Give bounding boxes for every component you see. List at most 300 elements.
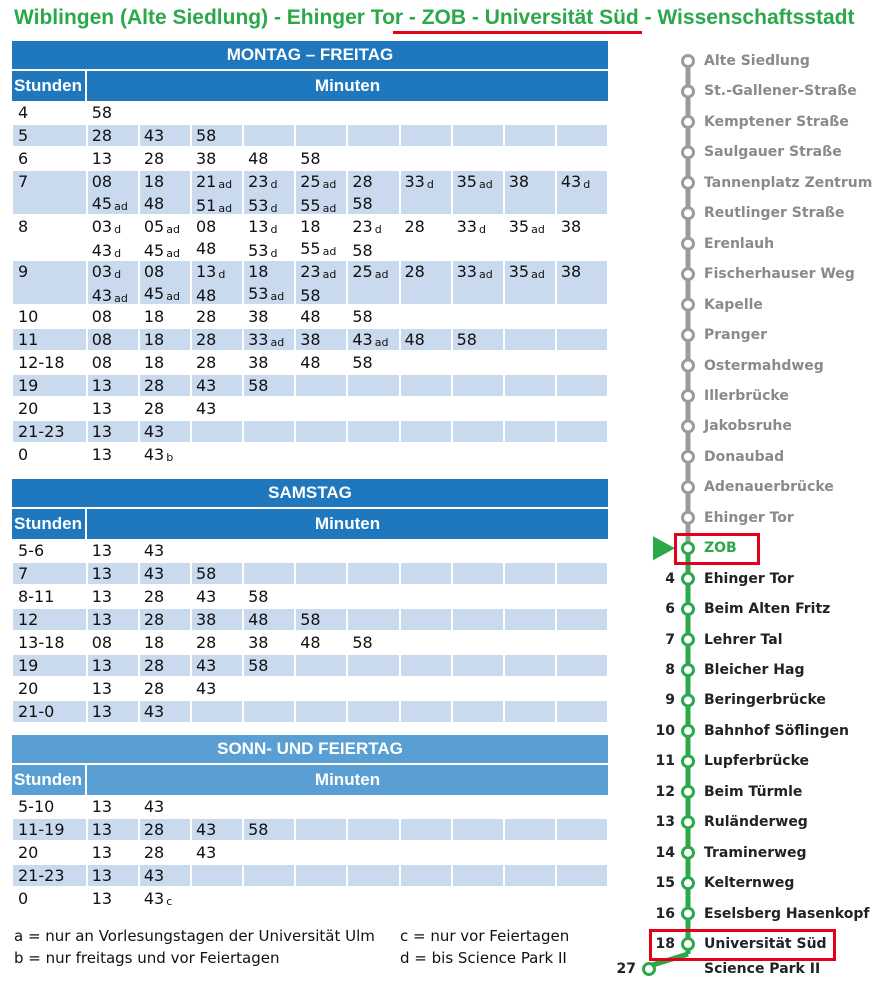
minute-cell <box>295 677 347 700</box>
minute-cell <box>452 305 504 328</box>
minute-cell <box>400 260 452 305</box>
minute-cell <box>504 374 556 397</box>
minute-cell <box>400 608 452 631</box>
stop-travel-minutes: 9 <box>665 692 675 709</box>
departure-minute: 08 <box>91 172 113 191</box>
legend <box>14 925 614 969</box>
minute-cell <box>400 328 452 351</box>
timetable-body <box>12 539 608 723</box>
minute-cell <box>452 677 504 700</box>
table-row <box>12 539 608 562</box>
minute-cell <box>452 795 504 818</box>
departure-minute: 58 <box>352 307 373 326</box>
stop-name: Erenlauh <box>704 235 775 252</box>
departure-minute: 43 <box>196 376 217 395</box>
footnote-marker: ad <box>166 290 180 303</box>
table-row <box>12 585 608 608</box>
departure-minute: 48 <box>300 307 321 326</box>
minute-cell <box>243 864 295 887</box>
minute-cell <box>243 328 295 351</box>
stop-marker <box>683 482 694 493</box>
minute-cell <box>556 351 608 374</box>
minute-cell <box>191 795 243 818</box>
departure-minute: 28 <box>196 353 217 372</box>
minute-cell <box>243 539 295 562</box>
departure-minute: 48 <box>196 239 217 258</box>
minute-cell <box>556 585 608 608</box>
minute-cell <box>347 539 399 562</box>
minute-cell <box>452 631 504 654</box>
table-row <box>12 351 608 374</box>
minute-cell <box>347 795 399 818</box>
stop-name: Bahnhof Söflingen <box>704 722 849 739</box>
departure-minute: 48 <box>248 149 269 168</box>
stop-marker <box>683 847 694 858</box>
footnote-marker: ad <box>166 223 180 236</box>
minute-cell <box>295 841 347 864</box>
minute-cell <box>347 562 399 585</box>
minute-cell <box>87 170 139 215</box>
minute-cell <box>191 420 243 443</box>
stop-marker <box>683 512 694 523</box>
stop-marker <box>683 695 694 706</box>
minute-cell <box>400 215 452 260</box>
minute-cell <box>556 397 608 420</box>
departure-minute: 28 <box>143 587 165 606</box>
minute-cell <box>504 700 556 723</box>
stop-name: Kapelle <box>704 296 763 313</box>
minute-cell <box>347 887 399 910</box>
minute-cell <box>191 170 243 215</box>
minute-cell <box>400 585 452 608</box>
minute-cell <box>452 374 504 397</box>
stop-travel-minutes: 15 <box>655 875 675 892</box>
minute-cell <box>347 260 399 305</box>
hour-cell: 5-10 <box>12 795 87 818</box>
departure-minute: 58 <box>91 103 113 122</box>
departure-minute: 08 <box>196 217 217 236</box>
minutes-header: Minuten <box>87 509 608 539</box>
departure-minute: 58 <box>196 126 217 145</box>
minute-cell <box>295 631 347 654</box>
footnote-marker: d <box>114 247 122 260</box>
footnote-marker: ad <box>114 292 128 305</box>
stop-name: Ruländerweg <box>704 814 808 831</box>
minute-cell <box>504 170 556 215</box>
minute-cell <box>452 841 504 864</box>
stop-marker <box>683 86 694 97</box>
minute-cell <box>243 677 295 700</box>
hour-cell: 12 <box>12 608 87 631</box>
table-row <box>12 864 608 887</box>
minute-cell <box>452 215 504 260</box>
minute-cell <box>452 864 504 887</box>
departure-minute: 13 <box>91 541 113 560</box>
minute-cell <box>139 887 191 910</box>
minute-cell <box>295 101 347 124</box>
legend-a: a = nur an Vorlesungstagen der Universität Ulm <box>14 927 375 945</box>
minute-cell <box>295 397 347 420</box>
footnote-marker: ad <box>114 200 128 213</box>
stop-name: Bleicher Hag <box>704 662 805 678</box>
stop-marker <box>683 269 694 280</box>
stop-name: Pranger <box>704 327 767 344</box>
minute-cell <box>400 700 452 723</box>
minute-cell <box>347 101 399 124</box>
minute-cell <box>347 124 399 147</box>
minute-cell <box>295 374 347 397</box>
hour-cell: 9 <box>12 260 87 305</box>
title-highlight: ZOB - Universität Süd - <box>421 6 658 29</box>
minute-cell <box>191 841 243 864</box>
table-row <box>12 654 608 677</box>
minute-cell <box>243 608 295 631</box>
table-row <box>12 631 608 654</box>
table-row <box>12 101 608 124</box>
stop-marker <box>683 147 694 158</box>
column-header <box>12 509 608 539</box>
hour-cell: 8 <box>12 215 87 260</box>
table-row <box>12 374 608 397</box>
minute-cell <box>243 305 295 328</box>
minute-cell <box>191 397 243 420</box>
minute-cell <box>295 585 347 608</box>
hour-cell: 11-19 <box>12 818 87 841</box>
stop-marker <box>683 786 694 797</box>
minute-cell <box>295 539 347 562</box>
minute-cell <box>87 887 139 910</box>
hour-cell: 20 <box>12 397 87 420</box>
footnote-marker: d <box>270 178 278 191</box>
hour-cell: 4 <box>12 101 87 124</box>
departure-minute: 33 $_{ad}$ <box>456 262 493 281</box>
minute-cell <box>191 305 243 328</box>
departure-minute: 25 $_{ad}$ <box>352 262 389 281</box>
minute-cell <box>400 887 452 910</box>
minute-cell <box>347 170 399 215</box>
stop-travel-minutes: 6 <box>665 601 675 618</box>
minute-cell <box>191 147 243 170</box>
minute-cell <box>87 147 139 170</box>
minute-cell <box>556 539 608 562</box>
stop-name: Jakobsruhe <box>704 418 792 435</box>
stop-name: Alte Siedlung <box>704 53 810 69</box>
departure-minute: 58 <box>248 656 269 675</box>
departure-minute: 35 $_{ad}$ <box>508 262 545 281</box>
stop-name: Donaubad <box>704 448 785 465</box>
minute-cell <box>139 818 191 841</box>
departure-minute: 28 <box>196 330 217 349</box>
departure-minute: 55 $_{ad}$ <box>300 196 337 215</box>
minute-cell <box>87 654 139 677</box>
minute-cell <box>295 124 347 147</box>
departure-minute: 48 <box>300 353 321 372</box>
departure-minute: 28 <box>404 262 425 281</box>
departure-minute: 45 $_{ad}$ <box>143 284 180 303</box>
minute-cell <box>504 101 556 124</box>
minute-cell <box>139 443 191 466</box>
minute-cell <box>87 631 139 654</box>
stop-name: Kelternweg <box>704 875 795 892</box>
minute-cell <box>400 654 452 677</box>
minute-cell <box>556 374 608 397</box>
stop-name: ZOB <box>704 540 737 557</box>
minutes-header: Minuten <box>87 765 608 795</box>
departure-minute: 18 <box>143 633 165 652</box>
minute-cell <box>87 608 139 631</box>
stop-name: Reutlinger Straße <box>704 205 845 222</box>
stop-marker <box>683 665 694 676</box>
minute-cell <box>347 841 399 864</box>
stop-travel-minutes: 11 <box>655 753 675 770</box>
hours-header: Stunden <box>12 71 85 101</box>
departure-minute: 18 <box>143 172 165 191</box>
departure-minute: 23 $_d$ <box>248 172 278 191</box>
minute-cell <box>243 374 295 397</box>
minute-cell <box>400 631 452 654</box>
stop-travel-minutes: 8 <box>665 662 675 678</box>
minute-cell <box>243 170 295 215</box>
minute-cell <box>243 700 295 723</box>
minute-cell <box>243 443 295 466</box>
departure-minute: 58 <box>300 610 321 629</box>
departure-minute: 28 <box>196 307 217 326</box>
minute-cell <box>347 215 399 260</box>
footnote-marker: c <box>166 895 173 908</box>
minute-cell <box>400 443 452 466</box>
hours-header: Stunden <box>12 765 85 795</box>
stop-marker <box>683 878 694 889</box>
stop-marker <box>683 390 694 401</box>
minute-cell <box>347 631 399 654</box>
minute-cell <box>295 443 347 466</box>
departure-minute: 38 <box>248 633 269 652</box>
minute-cell <box>191 124 243 147</box>
minute-cell <box>243 351 295 374</box>
minute-cell <box>87 443 139 466</box>
departure-minute: 28 <box>352 172 373 191</box>
minute-cell <box>556 215 608 260</box>
minute-cell <box>243 124 295 147</box>
minute-cell <box>295 562 347 585</box>
departure-minute: 13 <box>91 843 113 862</box>
timetable-saturday <box>12 479 608 723</box>
footnote-marker: d <box>583 178 591 191</box>
footnote-marker: d <box>270 247 278 260</box>
footnote-marker: d <box>270 202 278 215</box>
departure-minute: 43 <box>196 656 217 675</box>
minute-cell <box>556 420 608 443</box>
minute-cell <box>139 215 191 260</box>
minute-cell <box>400 841 452 864</box>
minute-cell <box>191 608 243 631</box>
departure-minute: 13 <box>91 399 113 418</box>
departure-minute: 45 $_{ad}$ <box>143 241 180 260</box>
column-header <box>12 71 608 101</box>
minute-cell <box>139 677 191 700</box>
footnote-marker: b <box>166 451 174 464</box>
departure-minute: 18 <box>143 330 165 349</box>
minute-cell <box>504 443 556 466</box>
stop-travel-minutes: 14 <box>655 844 675 861</box>
footnote-marker: ad <box>166 247 180 260</box>
departure-minute: 28 <box>143 610 165 629</box>
minute-cell <box>139 305 191 328</box>
stop-name: Beim Türmle <box>704 783 803 800</box>
minute-cell <box>295 818 347 841</box>
stop-marker <box>683 330 694 341</box>
minute-cell <box>400 101 452 124</box>
minute-cell <box>87 818 139 841</box>
minute-cell <box>556 841 608 864</box>
legend-b: b = nur freitags und vor Feiertagen <box>14 949 280 967</box>
departure-minute: 43 $_{ad}$ <box>91 286 128 305</box>
departure-minute: 45 $_{ad}$ <box>91 194 128 213</box>
footnote-marker: d <box>426 178 434 191</box>
departure-minute: 28 <box>143 656 165 675</box>
minute-cell <box>243 585 295 608</box>
stop-marker <box>683 573 694 584</box>
stop-marker <box>644 964 655 975</box>
minute-cell <box>139 841 191 864</box>
minute-cell <box>243 654 295 677</box>
stop-marker <box>683 238 694 249</box>
minute-cell <box>243 397 295 420</box>
minute-cell <box>347 654 399 677</box>
table-row <box>12 260 608 305</box>
minute-cell <box>139 397 191 420</box>
departure-minute: 38 <box>248 307 269 326</box>
current-stop-highlight-box <box>674 533 760 565</box>
minute-cell <box>452 170 504 215</box>
minute-cell <box>191 887 243 910</box>
table-row <box>12 677 608 700</box>
minute-cell <box>295 654 347 677</box>
minute-cell <box>295 608 347 631</box>
departure-minute: 58 <box>352 353 373 372</box>
footnote-marker: ad <box>322 268 337 281</box>
minute-cell <box>400 351 452 374</box>
footnote-marker: ad <box>322 178 337 191</box>
hour-cell: 20 <box>12 841 87 864</box>
hour-cell: 19 <box>12 654 87 677</box>
stop-name: Illerbrücke <box>704 387 789 404</box>
table-row <box>12 443 608 466</box>
column-header <box>12 765 608 795</box>
stop-marker <box>683 908 694 919</box>
departure-minute: 53 $_d$ <box>248 241 278 260</box>
table-row <box>12 608 608 631</box>
departure-minute: 58 <box>456 330 477 349</box>
minute-cell <box>243 562 295 585</box>
minute-cell <box>504 539 556 562</box>
stop-travel-minutes: 16 <box>655 905 675 922</box>
departure-minute: 43 <box>196 587 217 606</box>
departure-minute: 08 <box>91 353 113 372</box>
departure-minute: 38 <box>560 217 582 236</box>
departure-minute: 58 <box>352 241 373 260</box>
minute-cell <box>400 795 452 818</box>
stop-name: Ehinger Tor <box>704 570 794 587</box>
minute-cell <box>139 585 191 608</box>
minute-cell <box>556 864 608 887</box>
departure-minute: 08 <box>91 633 113 652</box>
minute-cell <box>556 608 608 631</box>
departure-minute: 43 $_d$ <box>91 241 122 260</box>
minute-cell <box>191 101 243 124</box>
minute-cell <box>87 305 139 328</box>
departure-minute: 33 $_d$ <box>404 172 434 191</box>
departure-minute: 13 <box>91 422 113 441</box>
table-row <box>12 420 608 443</box>
hour-cell: 5-6 <box>12 539 87 562</box>
departure-minute: 58 <box>352 194 373 213</box>
minute-cell <box>191 443 243 466</box>
minute-cell <box>556 887 608 910</box>
departure-minute: 58 <box>300 149 321 168</box>
footnote-marker: ad <box>478 178 493 191</box>
minute-cell <box>452 700 504 723</box>
departure-minute: 48 <box>300 633 321 652</box>
title-highlight-underline <box>393 31 642 34</box>
departure-minute: 43 <box>143 564 165 583</box>
departure-minute: 33 $_d$ <box>456 217 486 236</box>
minute-cell <box>347 420 399 443</box>
departure-minute: 43 <box>143 797 165 816</box>
departure-minute: 35 $_{ad}$ <box>508 217 545 236</box>
minute-cell <box>556 101 608 124</box>
minute-cell <box>139 374 191 397</box>
minute-cell <box>452 328 504 351</box>
departure-minute: 48 <box>404 330 425 349</box>
stop-name: Beringerbrücke <box>704 692 826 709</box>
stop-marker <box>683 421 694 432</box>
stop-name: Kemptener Straße <box>704 113 849 130</box>
minute-cell <box>191 260 243 305</box>
departure-minute: 28 <box>143 843 165 862</box>
departure-minute: 13 $_d$ <box>248 217 278 236</box>
minute-cell <box>243 841 295 864</box>
minute-cell <box>87 841 139 864</box>
stop-marker <box>683 634 694 645</box>
minute-cell <box>400 147 452 170</box>
departure-minute: 53 $_{ad}$ <box>248 284 285 303</box>
minute-cell <box>139 562 191 585</box>
departure-minute: 43 $_{ad}$ <box>352 330 389 349</box>
departure-minute: 28 <box>196 633 217 652</box>
departure-minute: 13 <box>91 679 113 698</box>
hour-cell: 8-11 <box>12 585 87 608</box>
departure-minute: 13 <box>91 149 113 168</box>
departure-minute: 18 <box>143 307 165 326</box>
table-row <box>12 170 608 215</box>
minute-cell <box>556 795 608 818</box>
stop-travel-minutes: 13 <box>655 814 675 831</box>
departure-minute: 38 <box>248 353 269 372</box>
minute-cell <box>504 328 556 351</box>
stop-travel-minutes: 18 <box>655 936 675 953</box>
stop-marker <box>683 56 694 67</box>
stop-name: Ostermahdweg <box>704 357 824 374</box>
footnote-marker: d <box>478 223 486 236</box>
minute-cell <box>243 101 295 124</box>
departure-minute: 21 $_{ad}$ <box>196 172 233 191</box>
stop-travel-minutes: 10 <box>655 722 675 739</box>
minute-cell <box>556 305 608 328</box>
departure-minute: 08 <box>91 330 113 349</box>
legend-c: c = nur vor Feiertagen <box>400 927 570 945</box>
minute-cell <box>191 351 243 374</box>
